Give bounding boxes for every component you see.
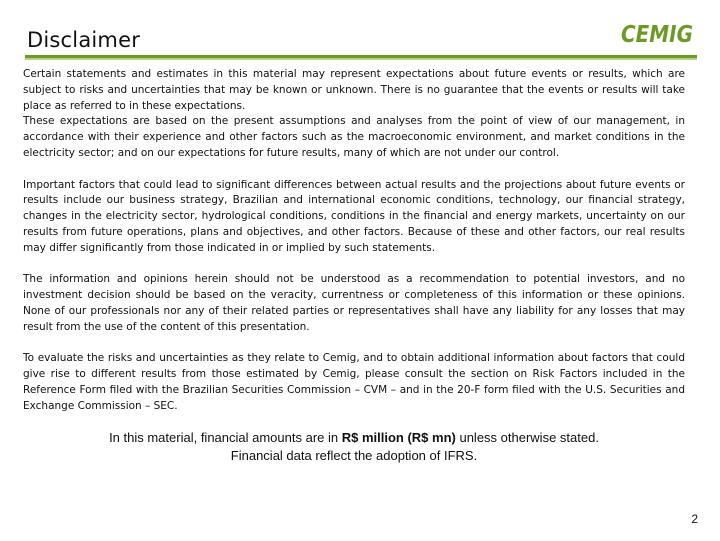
note-suffix: unless otherwise stated. [455, 430, 599, 445]
page-title: Disclaimer [27, 28, 141, 52]
note-prefix: In this material, financial amounts are in [109, 430, 342, 445]
page-number: 2 [691, 512, 698, 526]
financial-note-line2: Financial data reflect the adoption of IFRS. [230, 448, 478, 463]
financial-note [23, 429, 685, 465]
paragraph-information-opinions: The information and opinions herein should not be understood as a recommendation to potential investors, and no investment decision should be based on the veracity, currentness or completeness of this information or these opinions. None of our professionals nor any of their related parties or representatives shall have any liability for any losses that may result from the use of the content of this presentation. [23, 273, 685, 333]
cemig-logo [621, 18, 693, 48]
paragraph-risk-evaluation: To evaluate the risks and uncertainties as they relate to Cemig, and to obtain additional information about factors that could give rise to different results from those estimated by Cemig, please consult the section on Risk Factors included in the Reference Form filed with the Brazilian Securities Commission – CVM – and in the 20-F form filed with the U.S. Securities and Exchange Commission – SEC. [23, 352, 685, 412]
paragraph-important-factors: Important factors that could lead to significant differences between actual results and the projections about future events or results include our business strategy, Brazilian and international economic conditions, technology, our financial strategy, changes in the electricity sector, hydrological conditions, conditions in the financial and energy markets, uncertainty on our results from future operations, plans and objectives, and other factors. Because of these and other factors, our real results may differ significantly from those indicated in or implied by such statements. [23, 178, 685, 254]
header-divider [25, 55, 697, 60]
paragraph-risk-statement: Certain statements and estimates in this material may represent expectations about future events or results, which are subject to risks and uncertainties that may be known or unknown. There is no guarantee that the events or results will take place as referred to in these expectations. [23, 68, 685, 112]
note-currency-unit: R$ million (R$ mn) [341, 430, 456, 445]
financial-note-line1 [23, 429, 685, 447]
paragraph-expectations: These expectations are based on the present assumptions and analyses from the point of view of our management, in accordance with their experience and other factors such as the macroeconomic environment, and market conditions in the electricity sector; and on our expectations for future results, many of which are not under our control. [23, 115, 685, 159]
disclaimer-body [23, 67, 685, 415]
logo-text: CEMIG [621, 22, 693, 48]
